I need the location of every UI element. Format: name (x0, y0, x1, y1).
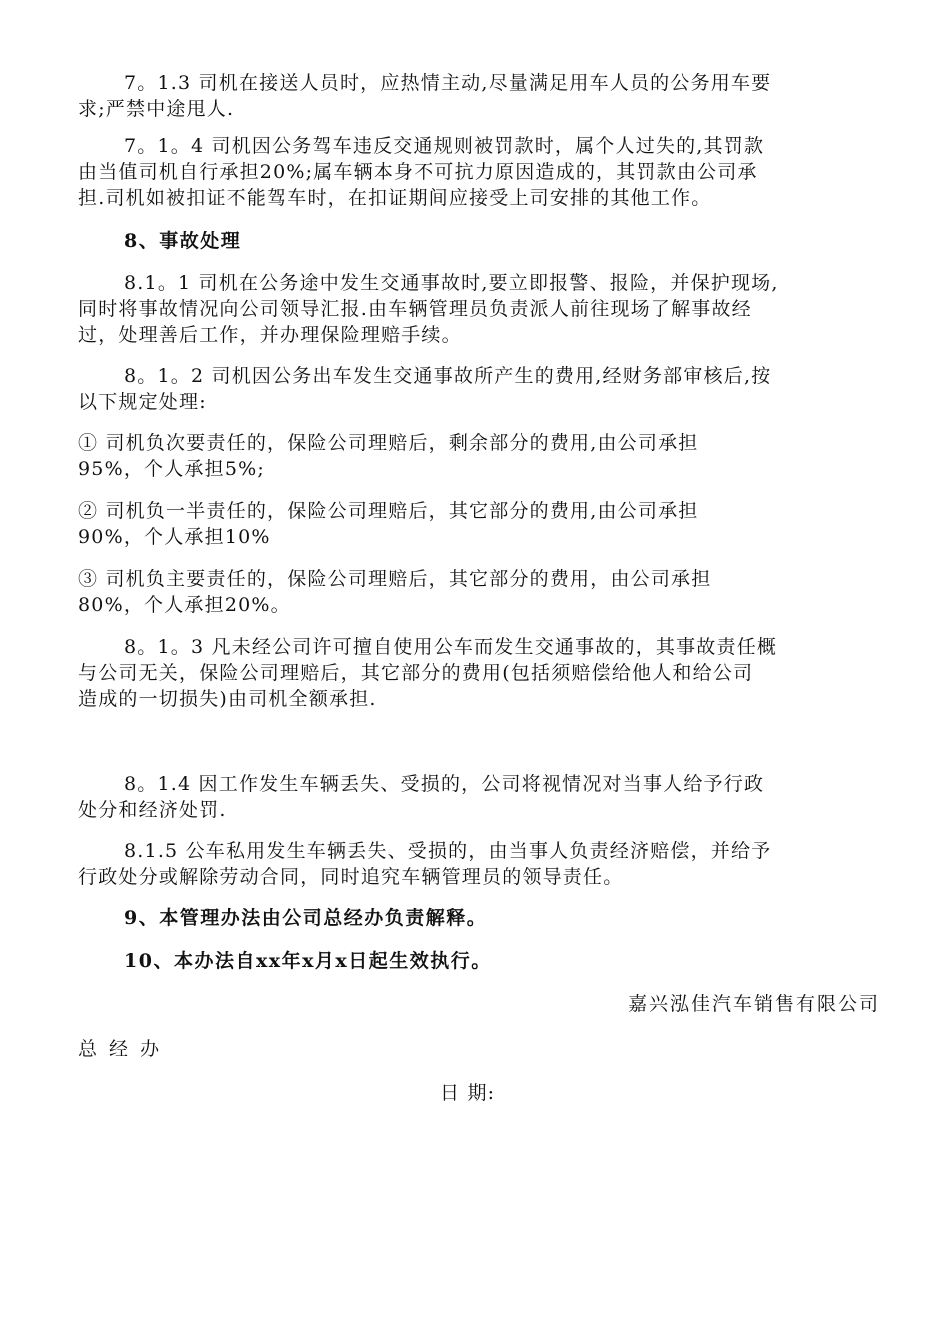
department-signature: 总 经 办 (78, 1038, 163, 1060)
text-line: 与公司无关，保险公司理赔后，其它部分的费用(包括须赔偿给他人和给公司 (78, 662, 754, 684)
text-line: 以下规定处理: (78, 391, 207, 413)
text-line: 过，处理善后工作，并办理保险理赔手续。 (78, 324, 462, 346)
text-line: ③ 司机负主要责任的，保险公司理赔后，其它部分的费用，由公司承担 (78, 568, 712, 590)
text-line: 同时将事故情况向公司领导汇报.由车辆管理员负责派人前往现场了解事故经 (78, 298, 752, 320)
text-line: 担.司机如被扣证不能驾车时，在扣证期间应接受上司安排的其他工作。 (78, 187, 712, 209)
list-item-3 (78, 566, 888, 618)
text-line: 8。1。3 凡未经公司许可擅自使用公车而发生交通事故的，其事故责任概 (124, 636, 778, 658)
text-line: 8。1.4 因工作发生车辆丢失、受损的，公司将视情况对当事人给予行政 (124, 773, 765, 795)
paragraph-8-1-2 (78, 363, 888, 415)
text-line: 80%，个人承担20%。 (78, 594, 291, 616)
text-line: 求;严禁中途甩人. (78, 98, 235, 120)
text-line: 95%，个人承担5%; (78, 458, 265, 480)
text-line: ② 司机负一半责任的，保险公司理赔后，其它部分的费用,由公司承担 (78, 500, 699, 522)
paragraph-8-1-1 (78, 270, 888, 348)
text-line: 造成的一切损失)由司机全额承担. (78, 688, 377, 710)
text-line: 7。1。4 司机因公务驾车违反交通规则被罚款时，属个人过失的,其罚款 (124, 135, 765, 157)
paragraph-7-1-4 (78, 133, 888, 211)
text-line: 由当值司机自行承担20%;属车辆本身不可抗力原因造成的，其罚款由公司承 (78, 161, 758, 183)
date-label: 日 期: (440, 1082, 496, 1104)
text-line: 行政处分或解除劳动合同，同时追究车辆管理员的领导责任。 (78, 866, 624, 888)
section-heading-10: 10、本办法自xx年x月x日起生效执行。 (124, 950, 492, 972)
text-line: 8。1。2 司机因公务出车发生交通事故所产生的费用,经财务部审核后,按 (124, 365, 772, 387)
text-line: ① 司机负次要责任的，保险公司理赔后，剩余部分的费用,由公司承担 (78, 432, 699, 454)
paragraph-8-1-4 (78, 771, 888, 823)
text-line: 90%，个人承担10% (78, 526, 271, 548)
section-heading-9: 9、本管理办法由公司总经办负责解释。 (124, 907, 488, 929)
list-item-2 (78, 498, 888, 550)
company-signature: 嘉兴泓佳汽车销售有限公司 (627, 993, 880, 1015)
text-line: 8.1.5 公车私用发生车辆丢失、受损的，由当事人负责经济赔偿，并给予 (124, 840, 772, 862)
list-item-1 (78, 430, 888, 482)
paragraph-8-1-3 (78, 634, 888, 712)
text-line: 8.1。1 司机在公务途中发生交通事故时,要立即报警、报险，并保护现场, (124, 272, 779, 294)
section-heading-8: 8、事故处理 (124, 230, 242, 252)
paragraph-8-1-5 (78, 838, 888, 890)
text-line: 处分和经济处罚. (78, 799, 227, 821)
paragraph-7-1-3 (78, 70, 888, 122)
text-line: 7。1.3 司机在接送人员时，应热情主动,尽量满足用车人员的公务用车要 (124, 72, 772, 94)
